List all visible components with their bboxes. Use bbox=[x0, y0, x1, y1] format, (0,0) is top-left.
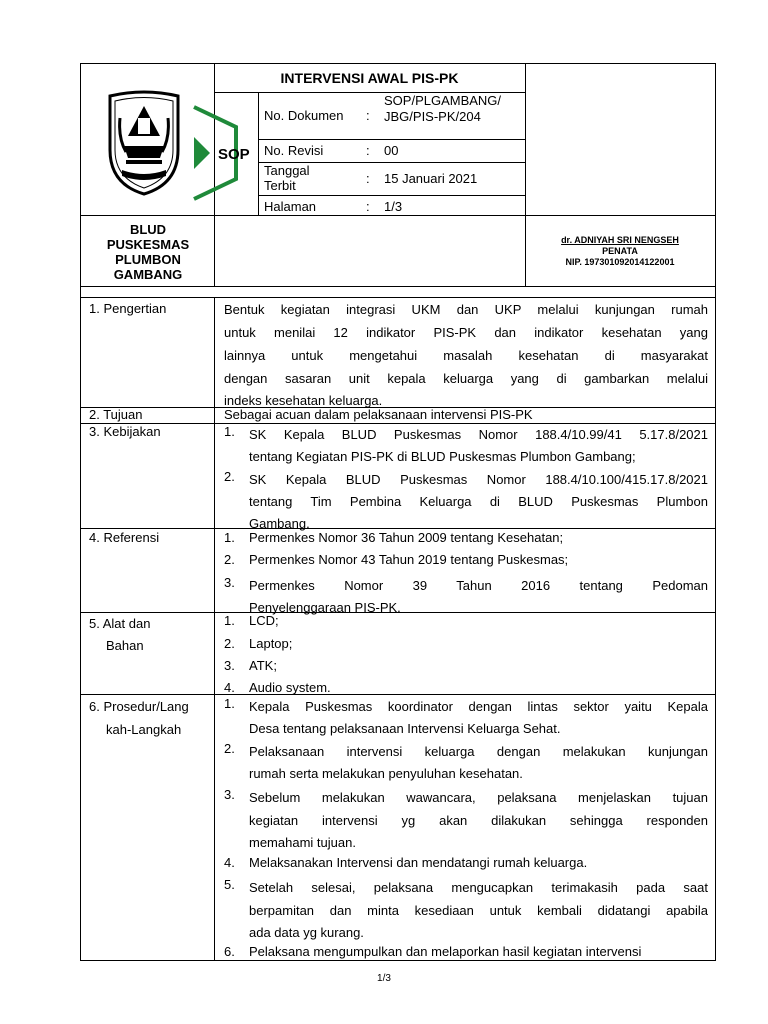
section-label-alat-bahan: 5. Alat dan Bahan bbox=[89, 616, 151, 653]
list-item: Permenkes Nomor 43 Tahun 2019 tentang Puskesmas; bbox=[249, 552, 569, 567]
list-number: 1. bbox=[224, 696, 235, 711]
list-item: Sebelum melakukan wawancara, pelaksana menjelaskan tujuan kegiatan intervensi yg akan dilakukan sehingga responden memahami tujuan. bbox=[249, 790, 708, 850]
list-item: Audio system. bbox=[249, 680, 331, 695]
list-number: 1. bbox=[224, 613, 235, 628]
signatory-nip: NIP. 197301092014122001 bbox=[565, 257, 675, 267]
list-item: Melaksanakan Intervensi dan mendatangi rumah keluarga. bbox=[249, 855, 588, 870]
row-divider-3 bbox=[258, 195, 525, 196]
list-number: 5. bbox=[224, 877, 235, 892]
table-border-top bbox=[80, 63, 716, 64]
organization-name: BLUD PUSKESMAS PLUMBON GAMBANG bbox=[106, 222, 190, 282]
table-border-bottom bbox=[80, 960, 716, 961]
doc-number-label: No. Dokumen bbox=[264, 108, 344, 123]
list-number: 3. bbox=[224, 575, 235, 590]
list-item: LCD; bbox=[249, 613, 279, 628]
page-colon: : bbox=[366, 199, 370, 214]
list-number: 3. bbox=[224, 658, 235, 673]
sop-label: SOP bbox=[218, 146, 250, 163]
doc-number-value: SOP/PLGAMBANG/ JBG/PIS-PK/204 bbox=[384, 93, 502, 124]
header-col-3 bbox=[525, 63, 526, 287]
list-number: 2. bbox=[224, 741, 235, 756]
header-divider bbox=[80, 215, 716, 216]
signatory-name: dr. ADNIYAH SRI NENGSEH bbox=[561, 235, 679, 245]
list-item: Laptop; bbox=[249, 636, 293, 651]
list-item: SK Kepala BLUD Puskesmas Nomor 188.4/10.99/41 5.17.8/2021 tentang Kegiatan PIS-PK di BLUD Puskesmas Plumbon Gambang; bbox=[249, 427, 708, 464]
list-item: SK Kepala BLUD Puskesmas Nomor 188.4/10.100/415.17.8/2021 tentang Tim Pembina Keluarga di BLUD Puskesmas Plumbon Gambang. bbox=[249, 472, 708, 531]
page-value: 1/3 bbox=[384, 199, 403, 214]
document-title: INTERVENSI AWAL PIS-PK bbox=[280, 70, 459, 86]
header-sop-col bbox=[258, 92, 259, 216]
table-border-right bbox=[715, 63, 716, 961]
list-item: Pelaksana mengumpulkan dan melaporkan hasil kegiatan intervensi bbox=[249, 944, 642, 959]
body-col bbox=[214, 297, 215, 961]
page-number-footer: 1/3 bbox=[377, 973, 391, 984]
list-item: Kepala Puskesmas koordinator dengan lintas sektor yaitu Kepala Desa tentang pelaksanaan Intervensi Keluarga Sehat. bbox=[249, 699, 708, 736]
issue-date-value: 15 Januari 2021 bbox=[384, 171, 478, 186]
signatory-block bbox=[527, 235, 713, 268]
list-number: 2. bbox=[224, 636, 235, 651]
list-item: Permenkes Nomor 36 Tahun 2009 tentang Kesehatan; bbox=[249, 530, 564, 545]
section-label-prosedur: 6. Prosedur/Lang kah-Langkah bbox=[89, 699, 189, 737]
section-text-tujuan: Sebagai acuan dalam pelaksanaan intervensi PIS-PK bbox=[224, 407, 533, 422]
revision-colon: : bbox=[366, 143, 370, 158]
section-label-pengertian: 1. Pengertian bbox=[89, 301, 167, 316]
revision-label: No. Revisi bbox=[264, 143, 324, 158]
list-number: 6. bbox=[224, 944, 235, 959]
list-number: 3. bbox=[224, 787, 235, 802]
section-label-referensi: 4. Referensi bbox=[89, 530, 160, 545]
list-number: 1. bbox=[224, 530, 235, 545]
list-number: 4. bbox=[224, 855, 235, 870]
list-number: 1. bbox=[224, 424, 235, 439]
list-number: 2. bbox=[224, 552, 235, 567]
list-number: 4. bbox=[224, 680, 235, 695]
revision-value: 00 bbox=[384, 143, 399, 158]
page-label: Halaman bbox=[264, 199, 317, 214]
doc-number-colon: : bbox=[366, 108, 370, 123]
header-bottom bbox=[80, 286, 716, 287]
signatory-rank: PENATA bbox=[602, 246, 638, 256]
section-text-pengertian: Bentuk kegiatan integrasi UKM dan UKP melalui kunjungan rumah untuk menilai 12 indikator PIS-PK dan indikator kesehatan yang lainnya untuk mengetahui masalah kesehatan di masyarakat dengan sasaran unit kepala keluarga yang di gambarkan melalui indeks kesehatan keluarga. bbox=[224, 302, 708, 408]
table-border-left bbox=[80, 63, 81, 961]
issue-date-colon: : bbox=[366, 171, 370, 186]
row-divider-1 bbox=[258, 139, 525, 140]
section-label-tujuan: 2. Tujuan bbox=[89, 407, 143, 422]
list-item: Permenkes Nomor 39 Tahun 2016 tentang Pedoman Penyelenggaraan PIS-PK. bbox=[249, 578, 708, 615]
regency-emblem-logo bbox=[104, 88, 184, 200]
list-number: 2. bbox=[224, 469, 235, 484]
list-item: Setelah selesai, pelaksana mengucapkan terimakasih pada saat berpamitan dan minta kesediaan untuk kembali didatangi apabila ada data yg kurang. bbox=[249, 880, 708, 940]
list-item: ATK; bbox=[249, 658, 277, 673]
list-item: Pelaksanaan intervensi keluarga dengan melakukan kunjungan rumah serta melakukan penyuluhan kesehatan. bbox=[249, 744, 708, 781]
section-label-kebijakan: 3. Kebijakan bbox=[89, 424, 161, 439]
issue-date-label: Tanggal Terbit bbox=[264, 163, 310, 193]
